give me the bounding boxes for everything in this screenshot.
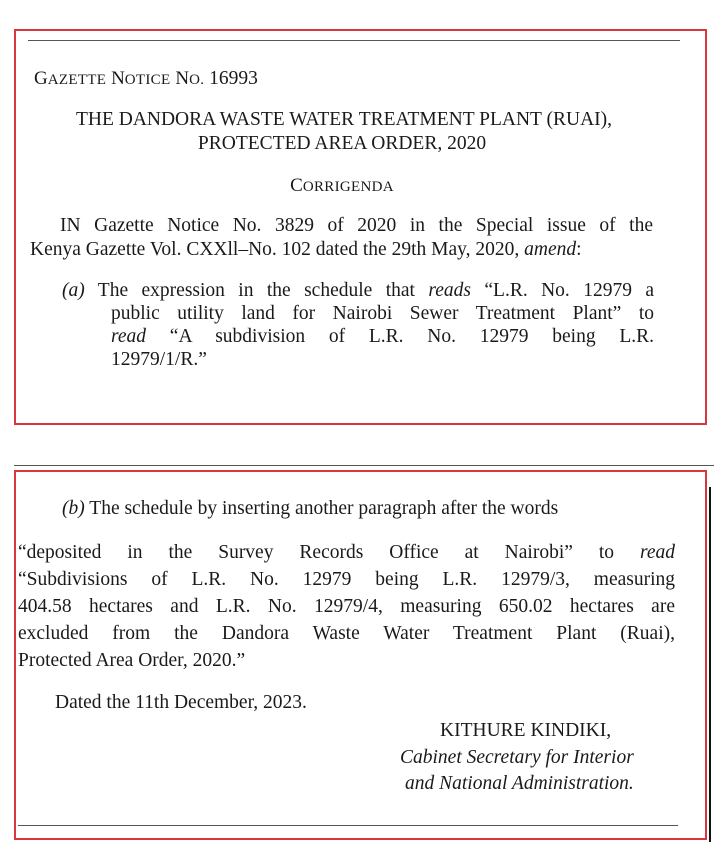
- para-b-line-5: excluded from the Dandora Waste Water Treatment Plant (Ruai),: [18, 623, 675, 644]
- order-title-line-1: THE DANDORA WASTE WATER TREATMENT PLANT (RUAI),: [75, 109, 613, 130]
- intro-line-1: IN Gazette Notice No. 3829 of 2020 in the Special issue of the: [60, 215, 653, 236]
- para-a-line-4: 12979/1/R.”: [111, 349, 207, 370]
- top-rule: [28, 40, 680, 41]
- para-b-line-6: Protected Area Order, 2020.”: [18, 650, 246, 671]
- right-edge-line: [709, 487, 711, 842]
- signatory-name: KITHURE KINDIKI,: [440, 720, 612, 741]
- middle-rule: [14, 465, 714, 466]
- para-b-line-2: “deposited in the Survey Records Office at Nairobi” to read: [18, 542, 675, 563]
- bottom-rule: [18, 825, 678, 826]
- signatory-title-line-1: Cabinet Secretary for Interior: [400, 747, 634, 768]
- para-a-line-3: read “A subdivision of L.R. No. 12979 being L.R.: [111, 326, 655, 347]
- order-title-line-2: PROTECTED AREA ORDER, 2020: [197, 133, 487, 154]
- para-b-line-4: 404.58 hectares and L.R. No. 12979/4, measuring 650.02 hectares are: [18, 596, 675, 617]
- gazette-notice-number: GAZETTE NOTICE NO. 16993: [34, 68, 258, 89]
- dated-line: Dated the 11th December, 2023.: [55, 692, 307, 713]
- para-b-line-3: “Subdivisions of L.R. No. 12979 being L.R. 12979/3, measuring: [18, 569, 675, 590]
- corrigenda-heading: CORRIGENDA: [290, 175, 394, 196]
- signatory-title-line-2: and National Administration.: [405, 773, 634, 794]
- para-a-line-1: (a) The expression in the schedule that reads “L.R. No. 12979 a: [62, 280, 655, 301]
- para-a-line-2: public utility land for Nairobi Sewer Treatment Plant” to: [111, 303, 654, 324]
- intro-line-2: Kenya Gazette Vol. CXXll–No. 102 dated the 29th May, 2020, amend:: [30, 239, 582, 260]
- para-b-line-1: (b) The schedule by inserting another paragraph after the words: [62, 498, 559, 519]
